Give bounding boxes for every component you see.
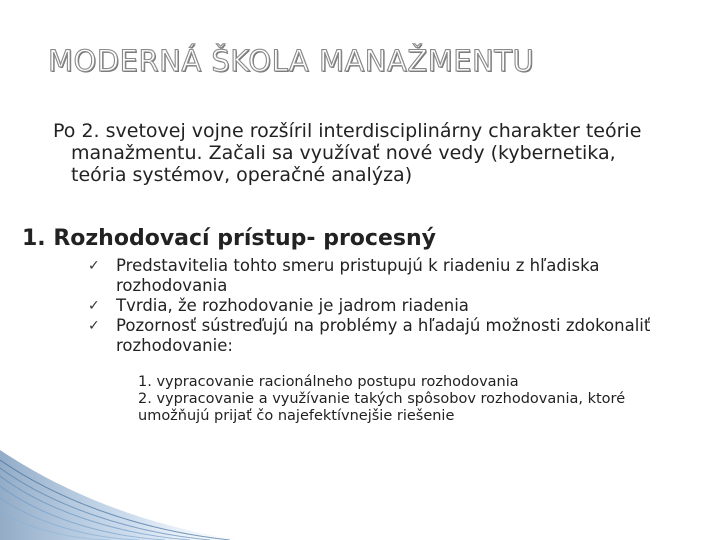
checkmark-icon: ✓ [88, 258, 100, 274]
checklist-item-text: Predstavitelia tohto smeru pristupujú k riadeniu z hľadiska rozhodovania [116, 256, 600, 295]
checkmark-icon: ✓ [88, 318, 100, 334]
corner-decoration-graphic [0, 450, 240, 540]
checklist-item [88, 316, 688, 356]
intro-paragraph: Po 2. svetovej vojne rozšíril interdisciplinárny charakter teórie manažmentu. Začali sa využívať nové vedy (kybernetika, teória systémov, operačné analýza) [53, 120, 642, 186]
checklist [88, 256, 688, 356]
checklist-item-text: Pozornosť sústreďujú na problémy a hľadajú možnosti zdokonaliť rozhodovanie: [116, 316, 651, 355]
sub-list-item: 2. vypracovanie a využívanie takých spôsobov rozhodovania, ktoré umožňujú prijať čo najefektívnejšie riešenie [138, 391, 626, 424]
sub-list-item: 1. vypracovanie racionálneho postupu rozhodovania [138, 374, 519, 390]
section-heading: 1. Rozhodovací prístup- procesný [22, 226, 436, 251]
checklist-item [88, 256, 688, 296]
checkmark-icon: ✓ [88, 298, 100, 314]
slide-title: MODERNÁ ŠKOLA MANAŽMENTU [48, 44, 535, 78]
checklist-item-text: Tvrdia, že rozhodovanie je jadrom riadenia [116, 296, 469, 315]
checklist-item [88, 296, 688, 316]
sub-list [138, 374, 698, 425]
